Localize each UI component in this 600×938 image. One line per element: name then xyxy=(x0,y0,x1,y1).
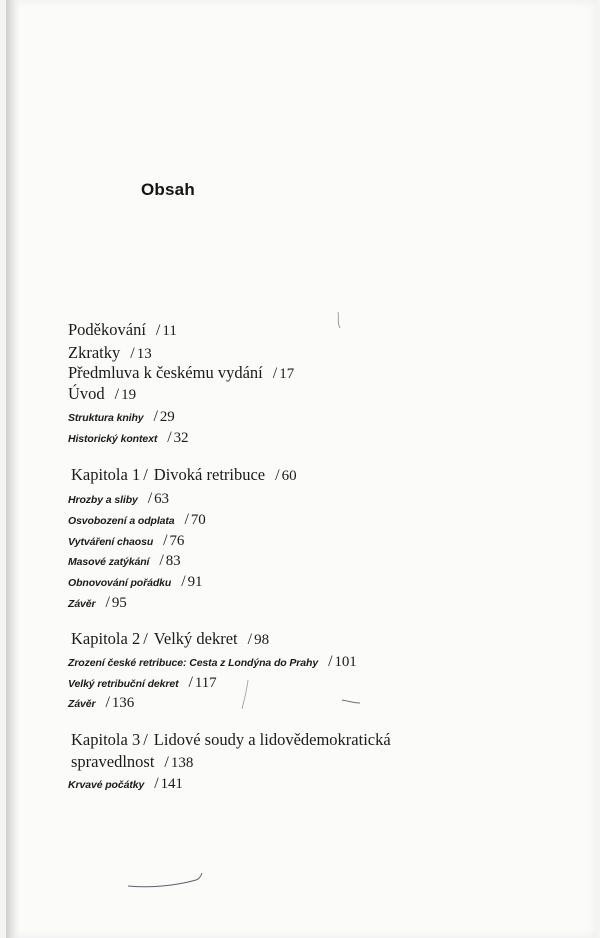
toc-page-number: 136 xyxy=(111,695,135,711)
toc-page-number: 101 xyxy=(334,654,357,670)
toc-subentry-hrozby[interactable]: Hrozby a sliby / 63 xyxy=(68,490,169,507)
chapter-title-continued: spravedlnost xyxy=(71,752,155,771)
page-title: Obsah xyxy=(141,180,195,199)
toc-subentry-zrozeni[interactable]: Zrození české retribuce: Cesta z Londýna do Prahy / 101 xyxy=(68,653,357,670)
toc-entry-label: Zkratky xyxy=(68,343,121,362)
toc-subentry-label: Závěr xyxy=(68,598,96,610)
toc-page-number: 138 xyxy=(170,755,194,771)
toc-subentry-label: Masové zatýkání xyxy=(68,556,150,568)
toc-subentry-masove[interactable]: Masové zatýkání / 83 xyxy=(68,552,181,569)
toc-page-number: 91 xyxy=(187,574,203,590)
toc-page-number: 141 xyxy=(160,776,183,792)
toc-entry-predmluva[interactable]: Předmluva k českému vydání / 17 xyxy=(68,363,295,382)
chapter-title: Divoká retribuce xyxy=(153,465,266,484)
chapter-number: Kapitola 1 xyxy=(71,465,141,484)
spine-shadow xyxy=(6,0,20,938)
toc-subentry-label: Historický kontext xyxy=(68,433,158,445)
toc-chapter-3-continued[interactable]: spravedlnost / 138 xyxy=(71,752,194,771)
toc-page-number: 95 xyxy=(111,595,127,611)
toc-entry-zkratky[interactable]: Zkratky / 13 xyxy=(68,343,152,362)
toc-page-number: 19 xyxy=(121,387,137,403)
toc-page-number: 117 xyxy=(194,675,217,691)
toc-page-number: 83 xyxy=(165,553,181,569)
toc-subentry-label: Krvavé počátky xyxy=(68,779,145,791)
chapter-number: Kapitola 3 xyxy=(71,730,141,749)
toc-subentry-struktura[interactable]: Struktura knihy / 29 xyxy=(68,408,175,425)
toc-entry-uvod[interactable]: Úvod / 19 xyxy=(68,384,137,403)
toc-subentry-vytvareni[interactable]: Vytváření chaosu / 76 xyxy=(68,532,185,549)
toc-subentry-zaver-2[interactable]: Závěr / 136 xyxy=(68,694,135,711)
chapter-title: Lidové soudy a lidovědemokratická xyxy=(153,730,391,749)
toc-subentry-label: Vytváření chaosu xyxy=(68,536,154,548)
toc-subentry-label: Obnovování pořádku xyxy=(68,577,172,589)
chapter-title: Velký dekret xyxy=(153,629,238,648)
chapter-number: Kapitola 2 xyxy=(71,629,141,648)
toc-page-number: 29 xyxy=(159,409,175,425)
toc-page-number: 60 xyxy=(281,468,297,484)
toc-page-number: 11 xyxy=(162,323,177,339)
toc-subentry-label: Hrozby a sliby xyxy=(68,494,138,506)
toc-subentry-label: Velký retribuční dekret xyxy=(68,678,179,690)
toc-entry-label: Poděkování xyxy=(68,320,146,339)
toc-page-number: 98 xyxy=(254,632,270,648)
toc-subentry-label: Závěr xyxy=(68,698,96,710)
toc-subentry-zaver-1[interactable]: Závěr / 95 xyxy=(68,594,127,611)
toc-entry-poddekovani[interactable]: Poděkování / 11 xyxy=(68,320,177,339)
toc-subentry-historicky[interactable]: Historický kontext / 32 xyxy=(68,429,189,446)
toc-chapter-1[interactable]: Kapitola 1 / Divoká retribuce / 60 xyxy=(71,465,297,484)
toc-subentry-obnovovani[interactable]: Obnovování pořádku / 91 xyxy=(68,573,203,590)
toc-page-number: 13 xyxy=(136,346,152,362)
toc-page-number: 70 xyxy=(190,512,206,528)
toc-entry-label: Úvod xyxy=(68,384,105,403)
toc-page-number: 32 xyxy=(173,430,189,446)
toc-subentry-velky[interactable]: Velký retribuční dekret / 117 xyxy=(68,674,217,691)
toc-page-number: 76 xyxy=(169,533,185,549)
toc-chapter-2[interactable]: Kapitola 2 / Velký dekret / 98 xyxy=(71,629,270,648)
toc-page-number: 63 xyxy=(154,491,169,507)
toc-chapter-3[interactable]: Kapitola 3 / Lidové soudy a lidovědemokratická xyxy=(71,730,391,749)
toc-entry-label: Předmluva k českému vydání xyxy=(68,363,263,382)
toc-subentry-label: Osvobození a odplata xyxy=(68,515,175,527)
toc-subentry-label: Struktura knihy xyxy=(68,412,144,424)
toc-page-number: 17 xyxy=(279,366,295,382)
toc-subentry-osvobozeni[interactable]: Osvobození a odplata / 70 xyxy=(68,511,206,528)
toc-subentry-label: Zrození české retribuce: Cesta z Londýna do Prahy xyxy=(68,657,319,669)
toc-subentry-krvave[interactable]: Krvavé počátky / 141 xyxy=(68,775,183,792)
